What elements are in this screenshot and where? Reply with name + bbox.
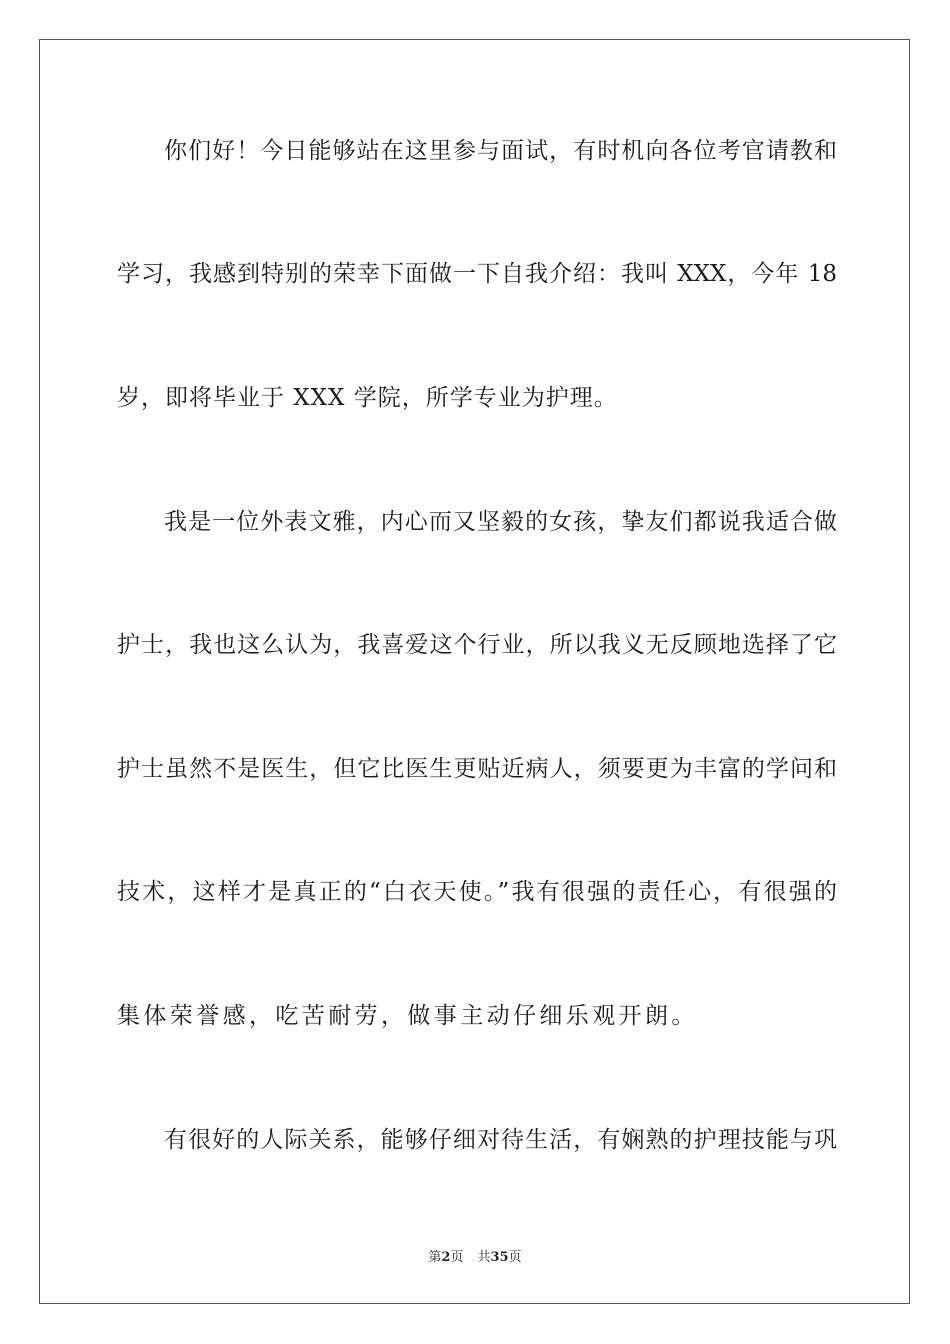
paragraph-3-line-1: 有很好的人际关系，能够仔细对待生活，有娴熟的护理技能与巩 (164, 1127, 837, 1153)
paragraph-1-line-2: 学习，我感到特别的荣幸下面做一下自我介绍：我叫 XXX，今年 18 (117, 261, 837, 287)
paragraph-2-line-3: 护士虽然不是医生，但它比医生更贴近病人，须要更为丰富的学问和 (117, 756, 837, 782)
footer-page-prefix: 第 (428, 1250, 442, 1265)
paragraph-2-line-5: 集体荣誉感，吃苦耐劳，做事主动仔细乐观开朗。 (117, 1003, 698, 1029)
footer-page-number: 2 (441, 1250, 451, 1265)
page-footer (0, 1249, 950, 1267)
footer-total-pages: 35 (490, 1250, 509, 1265)
paragraph-2-line-1: 我是一位外表文雅，内心而又坚毅的女孩，挚友们都说我适合做 (164, 509, 837, 535)
paragraph-2-line-2: 护士，我也这么认为，我喜爱这个行业，所以我义无反顾地选择了它 (117, 632, 837, 658)
footer-page-suffix: 页 (450, 1250, 464, 1265)
footer-total-prefix: 共 (477, 1250, 491, 1265)
paragraph-2-line-4: 技术，这样才是真正的“白衣天使。”我有很强的责任心，有很强的 (117, 879, 837, 905)
paragraph-1-line-3: 岁，即将毕业于 XXX 学院，所学专业为护理。 (117, 385, 618, 411)
footer-total-suffix: 页 (508, 1250, 522, 1265)
paragraph-1-line-1: 你们好！今日能够站在这里参与面试，有时机向各位考官请教和 (164, 138, 837, 164)
page-border (39, 39, 910, 1304)
